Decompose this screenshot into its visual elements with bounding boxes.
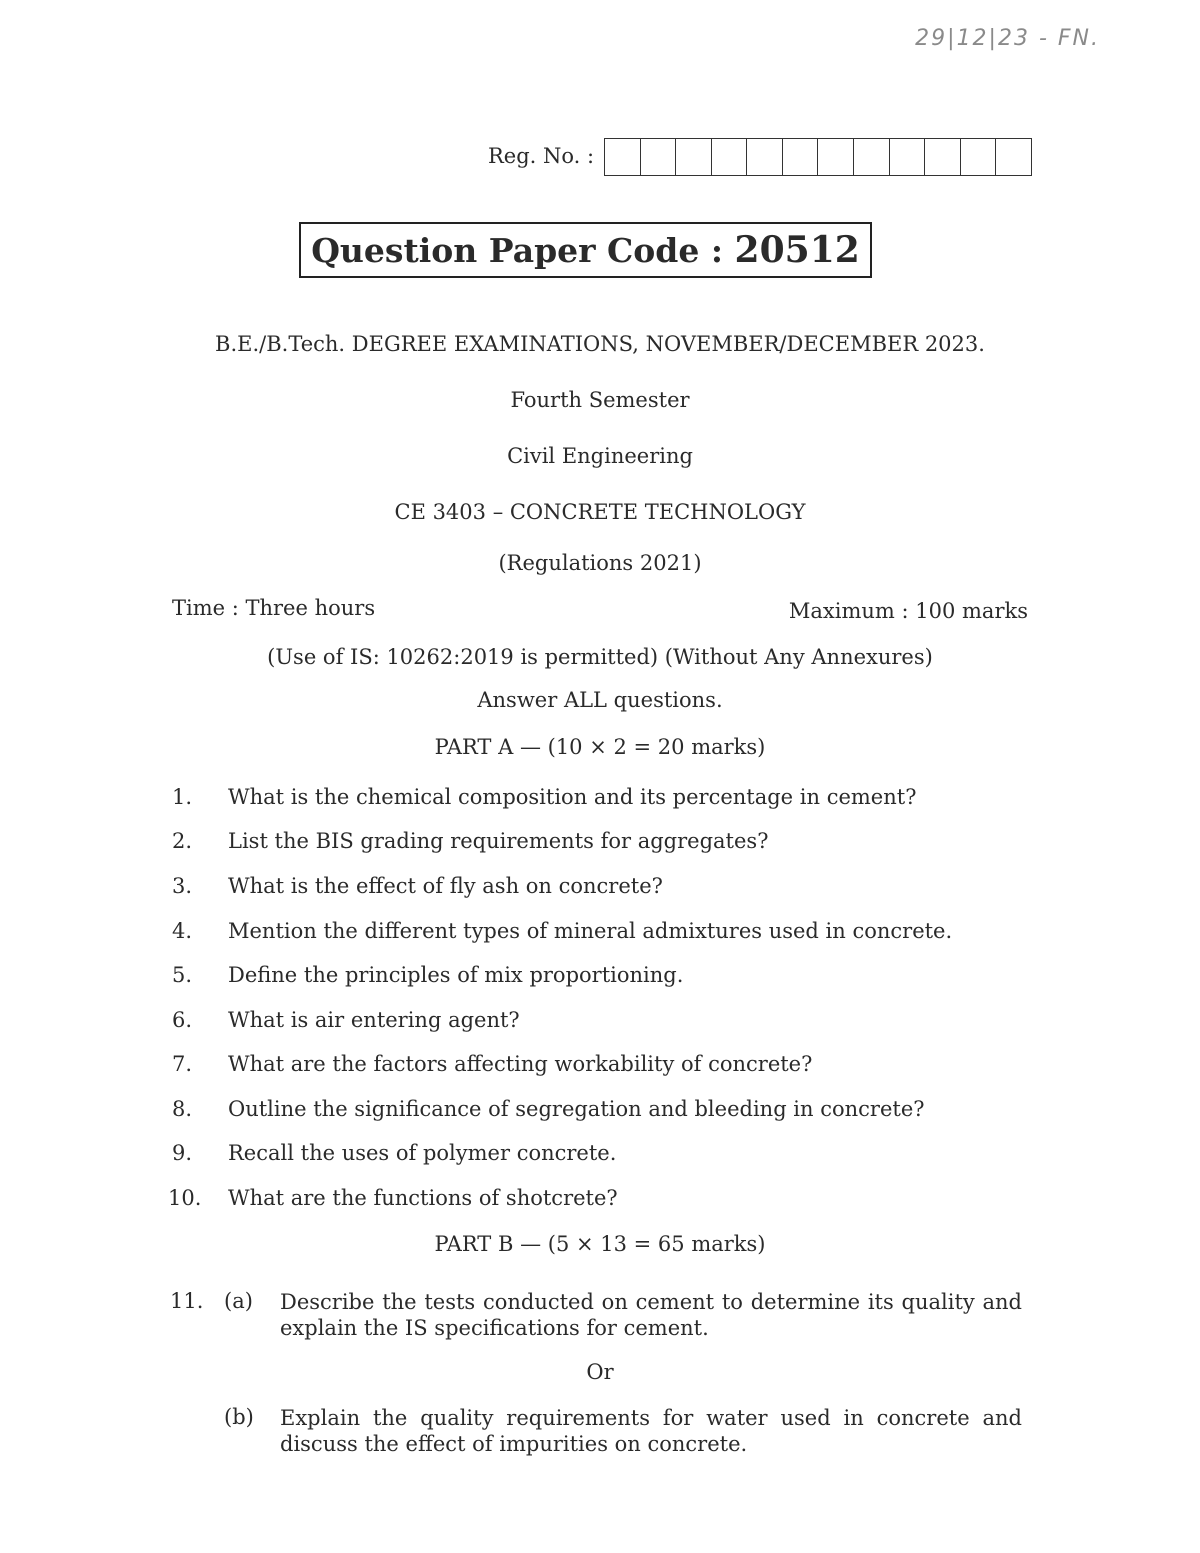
- exam-title: B.E./B.Tech. DEGREE EXAMINATIONS, NOVEMBER/DECEMBER 2023.: [215, 332, 985, 356]
- reg-no-box[interactable]: [641, 139, 677, 175]
- reg-no-box[interactable]: [996, 139, 1031, 175]
- reg-no-box[interactable]: [747, 139, 783, 175]
- maximum-marks: Maximum : 100 marks: [788, 599, 1028, 623]
- reg-no-box[interactable]: [783, 139, 819, 175]
- reg-no-box[interactable]: [605, 139, 641, 175]
- question-text: What are the functions of shotcrete?: [228, 1186, 618, 1210]
- course-title: CE 3403 – CONCRETE TECHNOLOGY: [394, 500, 806, 524]
- sub-question-text: Describe the tests conducted on cement to determine its quality and explain the IS specifications for cement.: [280, 1290, 1022, 1340]
- question-number: 10.: [168, 1186, 202, 1210]
- reg-no-box[interactable]: [712, 139, 748, 175]
- instruction: Answer ALL questions.: [477, 688, 723, 712]
- question-number: 11.: [170, 1289, 204, 1313]
- question-paper-code-label: Question Paper Code :: [311, 231, 724, 270]
- question-paper-code: 20512: [734, 229, 860, 271]
- semester: Fourth Semester: [510, 388, 690, 412]
- reg-no-label: Reg. No. :: [488, 144, 595, 168]
- reg-no-box[interactable]: [854, 139, 890, 175]
- reg-no-box[interactable]: [676, 139, 712, 175]
- reg-no-box[interactable]: [961, 139, 997, 175]
- question-text: What is the chemical composition and its percentage in cement?: [228, 785, 917, 809]
- sub-question-label: (b): [224, 1405, 254, 1429]
- question-paper-code-box: [299, 222, 872, 278]
- question-number: 9.: [172, 1141, 193, 1165]
- reg-no-box[interactable]: [818, 139, 854, 175]
- question-number: 4.: [172, 919, 193, 943]
- question-text: What is the effect of fly ash on concrete?: [228, 874, 663, 898]
- question-number: 3.: [172, 874, 193, 898]
- question-number: 6.: [172, 1008, 193, 1032]
- or-separator: Or: [586, 1360, 614, 1384]
- sub-question-label: (a): [224, 1289, 253, 1313]
- question-number: 1.: [172, 785, 193, 809]
- reg-no-box[interactable]: [925, 139, 961, 175]
- question-text: Define the principles of mix proportioning.: [228, 963, 684, 987]
- question-text: List the BIS grading requirements for aggregates?: [228, 829, 769, 853]
- question-text: Recall the uses of polymer concrete.: [228, 1141, 617, 1165]
- regulations: (Regulations 2021): [498, 551, 702, 575]
- reg-no-boxes[interactable]: [604, 138, 1032, 176]
- permitted-note: (Use of IS: 10262:2019 is permitted) (Without Any Annexures): [267, 645, 933, 669]
- question-number: 5.: [172, 963, 193, 987]
- time-allowed: Time : Three hours: [172, 596, 376, 620]
- question-text: What are the factors affecting workability of concrete?: [228, 1052, 813, 1076]
- part-a-heading: PART A — (10 × 2 = 20 marks): [434, 735, 766, 759]
- handwritten-date: 29|12|23 - FN.: [915, 26, 1100, 51]
- question-number: 8.: [172, 1097, 193, 1121]
- question-text: Outline the significance of segregation and bleeding in concrete?: [228, 1097, 925, 1121]
- part-b-heading: PART B — (5 × 13 = 65 marks): [434, 1232, 766, 1256]
- department: Civil Engineering: [507, 444, 693, 468]
- question-number: 2.: [172, 829, 193, 853]
- reg-no-box[interactable]: [890, 139, 926, 175]
- question-number: 7.: [172, 1052, 193, 1076]
- question-text: Mention the different types of mineral admixtures used in concrete.: [228, 919, 953, 943]
- question-text: What is air entering agent?: [228, 1008, 520, 1032]
- sub-question-text: Explain the quality requirements for water used in concrete and discuss the effect of impurities on concrete.: [280, 1406, 1022, 1456]
